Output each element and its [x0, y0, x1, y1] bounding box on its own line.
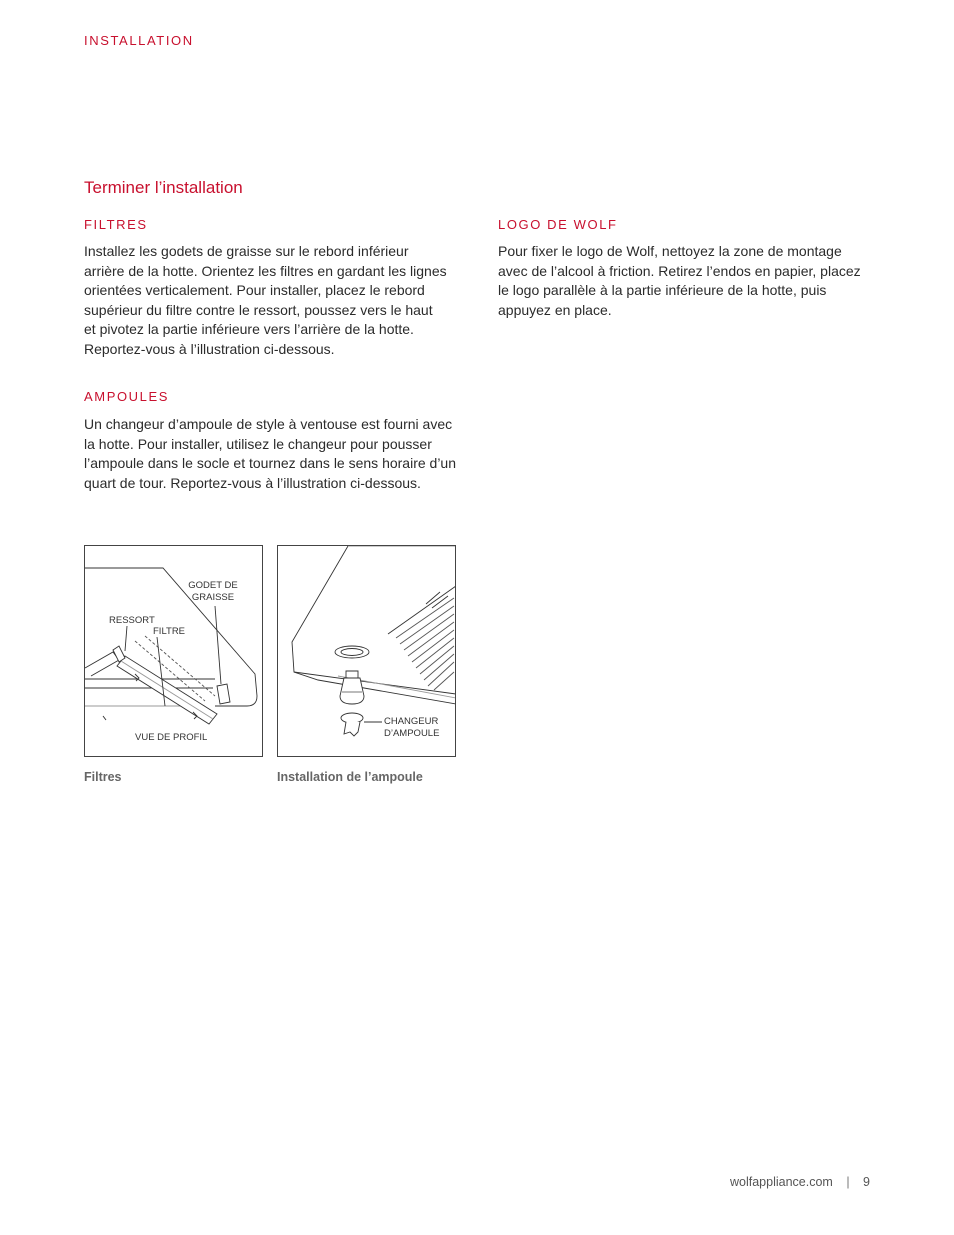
filtres-illustration: [84, 545, 263, 757]
page-footer: [730, 1175, 870, 1189]
label-line: GODET DE: [188, 580, 238, 591]
text-line: et pivotez la partie inférieure vers l’arrière de la hotte.: [84, 321, 414, 337]
text-line: Un changeur d’ampoule de style à ventouse est fourni avec: [84, 416, 453, 432]
footer-site-link[interactable]: wolfappliance.com: [729, 1175, 833, 1189]
text-line: le logo parallèle à la partie inférieure de la hotte, puis: [498, 282, 827, 298]
filtres-paragraph: [84, 242, 474, 359]
text-line: orientées verticalement. Pour installer, placez le rebord: [84, 282, 425, 298]
section-header: INSTALLATION: [84, 33, 194, 48]
filtre-label: FILTRE: [153, 626, 186, 637]
text-line: arrière de la hotte. Orientez les filtres en gardant les lignes: [84, 262, 447, 279]
changeur-label: [384, 716, 439, 740]
ampoules-paragraph: [84, 415, 474, 493]
text-line: supérieur du filtre contre le ressort, poussez vers le haut: [84, 301, 433, 318]
label-line: D’AMPOULE: [384, 728, 440, 739]
text-line: quart de tour. Reportez-vous à l’illustration ci-dessous.: [84, 474, 421, 491]
page-number: 9: [863, 1175, 870, 1189]
filtres-drawing: [85, 546, 262, 756]
label-line: GRAISSE: [191, 592, 235, 603]
vue-label: VUE DE PROFIL: [135, 732, 208, 743]
text-line: Reportez-vous à l’illustration ci-dessous.: [84, 340, 335, 357]
logo-heading: LOGO DE WOLF: [498, 217, 618, 232]
filtres-caption: Filtres: [84, 770, 122, 784]
footer-separator: |: [846, 1175, 850, 1189]
text-line: la hotte. Pour installer, utilisez le changeur pour pousser: [84, 435, 432, 452]
text-line: avec de l’alcool à friction. Retirez l’endos en papier, placez: [498, 262, 861, 279]
ampoule-illustration: [277, 545, 456, 757]
godet-label: [183, 580, 243, 604]
label-line: CHANGEUR: [384, 716, 439, 727]
text-line: Pour fixer le logo de Wolf, nettoyez la zone de montage: [498, 243, 842, 259]
ampoule-caption: Installation de l’ampoule: [277, 770, 423, 784]
logo-paragraph: [498, 242, 878, 320]
ampoules-heading: AMPOULES: [84, 389, 170, 404]
text-line: l’ampoule dans le socle et tournez dans le sens horaire d’un: [84, 455, 457, 471]
text-line: Installez les godets de graisse sur le rebord inférieur: [84, 243, 409, 259]
ressort-label: RESSORT: [109, 615, 155, 626]
filtres-heading: FILTRES: [84, 217, 148, 232]
page-title: Terminer l’installation: [84, 178, 243, 197]
text-line: appuyez en place.: [498, 301, 612, 318]
